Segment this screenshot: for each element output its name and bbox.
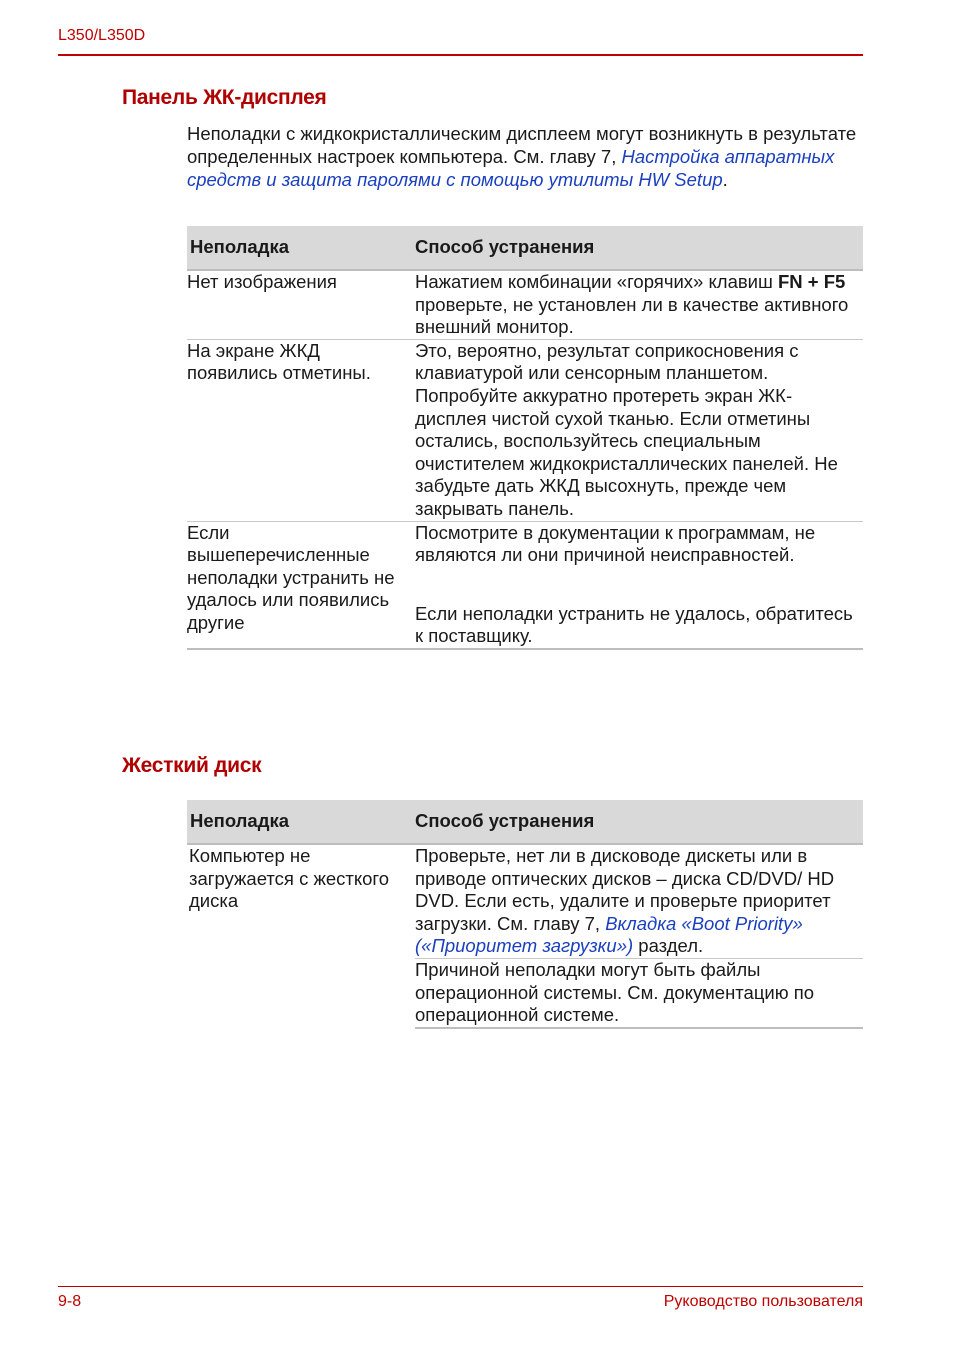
section-title-lcd: Панель ЖК-дисплея — [122, 86, 327, 109]
section-title-hdd: Жесткий диск — [122, 754, 262, 777]
boot-priority-link[interactable]: Вкладка «Boot Priority» («Приоритет загрузки») — [415, 912, 803, 957]
section-intro — [187, 122, 863, 191]
header-model: L350/L350D — [58, 27, 146, 44]
col-header-problem: Неполадка — [187, 226, 415, 270]
col-header-solution: Способ устранения — [415, 800, 863, 844]
solution-text: Проверьте, нет ли в дисководе дискеты или в приводе оптических дисков – диска CD/DVD/ HD DVD. Если есть, удалите и проверьте приоритет загрузки. См. главу 7, — [415, 845, 835, 934]
solution-cell — [415, 521, 863, 649]
table-row — [187, 844, 863, 958]
problem-cell: На экране ЖКД появились отметины. — [187, 339, 415, 521]
footer-page-number: 9-8 — [58, 1293, 82, 1310]
col-header-problem: Неполадка — [187, 800, 415, 844]
table-row — [187, 521, 863, 649]
table-header-row — [187, 800, 863, 844]
solution-cell — [415, 844, 863, 958]
intro-link[interactable]: Настройка аппаратных средств и защита паролями с помощью утилиты HW Setup — [187, 146, 835, 190]
solution-text: Посмотрите в документации к программам, не являются ли они причиной неисправностей. — [415, 521, 816, 566]
solution-text: проверьте, не установлен ли в качестве активного внешний монитор. — [415, 293, 849, 338]
problem-cell: Нет изображения — [187, 270, 415, 339]
table-header-row — [187, 226, 863, 270]
solution-cell: Причиной неполадки могут быть файлы операционной системы. См. документацию по операционной системе. — [415, 958, 863, 1027]
table-row — [187, 270, 863, 339]
solution-text: Если неполадки устранить не удалось, обратитесь к поставщику. — [415, 602, 853, 647]
hotkey: FN + F5 — [778, 271, 846, 292]
col-header-solution: Способ устранения — [415, 226, 863, 270]
solution-text: раздел. — [638, 935, 704, 957]
intro-text: Неполадки с жидкокристаллическим дисплеем могут возникнуть в результате определенных настроек компьютера. См. главу 7, — [187, 123, 857, 167]
hdd-troubleshooting-table — [187, 800, 863, 1029]
problem-cell: Компьютер не загружается с жесткого диска — [189, 845, 390, 912]
problem-cell: Если вышеперечисленные неполадки устранить не удалось или появились другие — [187, 521, 415, 649]
lcd-troubleshooting-table — [187, 226, 863, 650]
intro-end: . — [722, 169, 728, 190]
solution-cell — [415, 270, 863, 339]
footer-rule — [58, 1286, 863, 1287]
solution-text: Нажатием комбинации «горячих» клавиш — [415, 271, 773, 292]
footer-title: Руководство пользователя — [663, 1293, 863, 1310]
solution-cell: Это, вероятно, результат соприкосновения с клавиатурой или сенсорным планшетом. Попробуйте аккуратно протереть экран ЖК-дисплея чистой сухой тканью. Если отметины остались, воспользуйтесь специальным очистителем жидкокристаллических панелей. Не забудьте дать ЖКД высохнуть, прежде чем закрывать панель. — [415, 339, 863, 521]
header-rule — [58, 54, 863, 56]
table-row — [187, 339, 863, 521]
